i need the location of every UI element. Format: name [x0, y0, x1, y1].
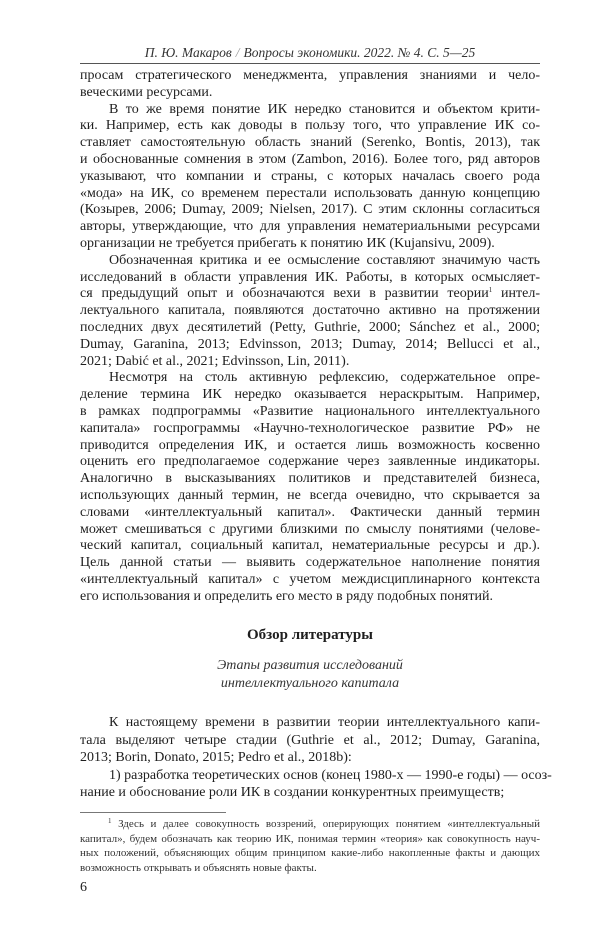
paragraph	[80, 253, 540, 371]
text-line: словами «интеллектуальный капитал». Фактически данный термин	[80, 504, 540, 520]
text-line: использующих данный термин, не всегда очевидно, что скрывается за	[80, 487, 540, 503]
section-heading: Обзор литературы	[247, 627, 373, 643]
text-line: Цель данной статьи — выявить содержательное наполнение понятия	[80, 555, 540, 571]
text-line: капитала» госпрограммы «Научно-технологическое развитие РФ» не	[80, 420, 540, 436]
footnote-marker: 1	[108, 817, 112, 825]
text-line: 2021; Dabić et al., 2021; Edvinsson, Lin, 2011).	[80, 353, 350, 369]
text-line: ставляет самостоятельную область знаний (Serenko, Bontis, 2013), так	[80, 135, 540, 151]
text-line: исследований в области управления ИК. Работы, в которых осмысляет-	[80, 269, 540, 285]
text-line: Несмотря на столь активную рефлексию, содержательное опре-	[109, 370, 540, 386]
text-line: «интеллектуальный капитал» с учетом междисциплинарного контекста	[80, 571, 540, 587]
text-line: $^1$ Здесь и далее совокупность воззрений, оперирующих понятием «интеллектуальный	[108, 817, 540, 830]
header-separator: /	[235, 45, 240, 60]
paragraph	[80, 714, 540, 767]
paragraph	[80, 370, 540, 605]
text-line: тала выделяют четыре стадии (Guthrie et al., 2012; Dumay, Garanina,	[80, 732, 540, 748]
text-line: К настоящему времени в развитии теории интеллектуального капи-	[109, 715, 540, 730]
text-line: указывают, что компании и страны, с которых началась своего рода	[80, 168, 540, 184]
text-line: ки. Например, есть как доводы в пользу того, что управление ИК со-	[80, 118, 540, 134]
footnote	[80, 817, 540, 875]
text-line: оценить его предполагаемое содержание через заявленные индикаторы.	[80, 454, 540, 470]
text-line: нание и обоснование роли ИК в создании конкурентных преимуществ;	[80, 785, 505, 801]
text-line: его использования и определить его место в ряду подобных понятий.	[80, 588, 493, 604]
subsection-heading	[80, 657, 540, 693]
text-line: лектуального капитала, появляются достаточно активно на протяжении	[80, 303, 540, 319]
text-line: ся предыдущий опыт и обозначаются вехи в развитии теории$^1$ интел-	[80, 286, 541, 302]
page-number: 6	[80, 880, 87, 895]
text-line: организации не требуется прибегать к понятию ИК (Kujansivu, 2009).	[80, 235, 495, 251]
text-line: в рамках подпрограммы «Развитие национального интеллектуального	[80, 403, 540, 419]
text-line: и обоснованные сомнения в этом (Zambon, 2016). Более того, ряд авторов	[80, 151, 540, 167]
paragraph	[80, 102, 540, 253]
paragraph	[80, 68, 540, 102]
body-text-bottom	[80, 714, 552, 802]
text-line: последних двух десятилетий (Petty, Guthrie, 2000; Sánchez et al., 2000;	[80, 319, 540, 335]
header-rule	[80, 63, 540, 64]
footnote-marker: 1	[488, 286, 493, 295]
text-line: (Козырев, 2006; Dumay, 2009; Nielsen, 2017). С этим склонны согласиться	[80, 202, 540, 218]
text-line: 2013; Borin, Donato, 2015; Pedro et al., 2018b):	[80, 750, 352, 766]
text-line: ных положений, объясняющих общим принципом какие-либо накопленные факты и дающих	[80, 847, 540, 860]
text-line: может смешиваться с другими близкими по смыслу понятиями (челове-	[80, 521, 540, 537]
text-line: приводится определения ИК, и остается лишь возможность косвенно	[80, 437, 540, 453]
text-line: веческими ресурсами.	[80, 84, 213, 100]
text-line: авторы, утверждающие, что для управления нематериальными ресурсами	[80, 219, 540, 235]
running-header	[80, 45, 540, 61]
body-text-top	[80, 68, 540, 606]
paragraph	[80, 767, 552, 802]
text-line: просам стратегического менеджмента, управления знаниями и чело-	[80, 68, 540, 83]
text-line: капитал», будем обозначать как теорию ИК, понимая термин «теория» как совокупность науч-	[80, 832, 540, 845]
text-line: возможность открывать и объяснять новые факты.	[80, 861, 317, 874]
text-line: Dumay, Garanina, 2013; Edvinsson, 2013; Dumay, 2014; Bellucci et al.,	[80, 336, 540, 352]
subsection-heading-line: интеллектуального капитала	[220, 676, 400, 691]
header-author: П. Ю. Макаров	[144, 45, 232, 60]
text-line: Обозначенная критика и ее осмысление составляют значимую часть	[109, 252, 540, 268]
text-line: ческий капитал, социальный капитал, нематериальные ресурсы и др.).	[80, 538, 540, 554]
text-line: Аналогично в высказываниях политиков и представителей бизнеса,	[80, 471, 540, 487]
text-line: 1) разработка теоретических основ (конец 1980-х — 1990-е годы) — осоз-	[109, 767, 552, 783]
footnote-rule	[80, 812, 226, 813]
header-journal: Вопросы экономики. 2022. № 4. С. 5—25	[243, 45, 476, 60]
text-line: «мода» на ИК, со временем перестали использовать данную концепцию	[80, 185, 540, 201]
text-line: В то же время понятие ИК нередко становится и объектом крити-	[109, 101, 540, 117]
text-line: деление термина ИК нередко оказывается нераскрытым. Например,	[80, 387, 540, 403]
subsection-heading-line: Этапы развития исследований	[217, 658, 403, 673]
